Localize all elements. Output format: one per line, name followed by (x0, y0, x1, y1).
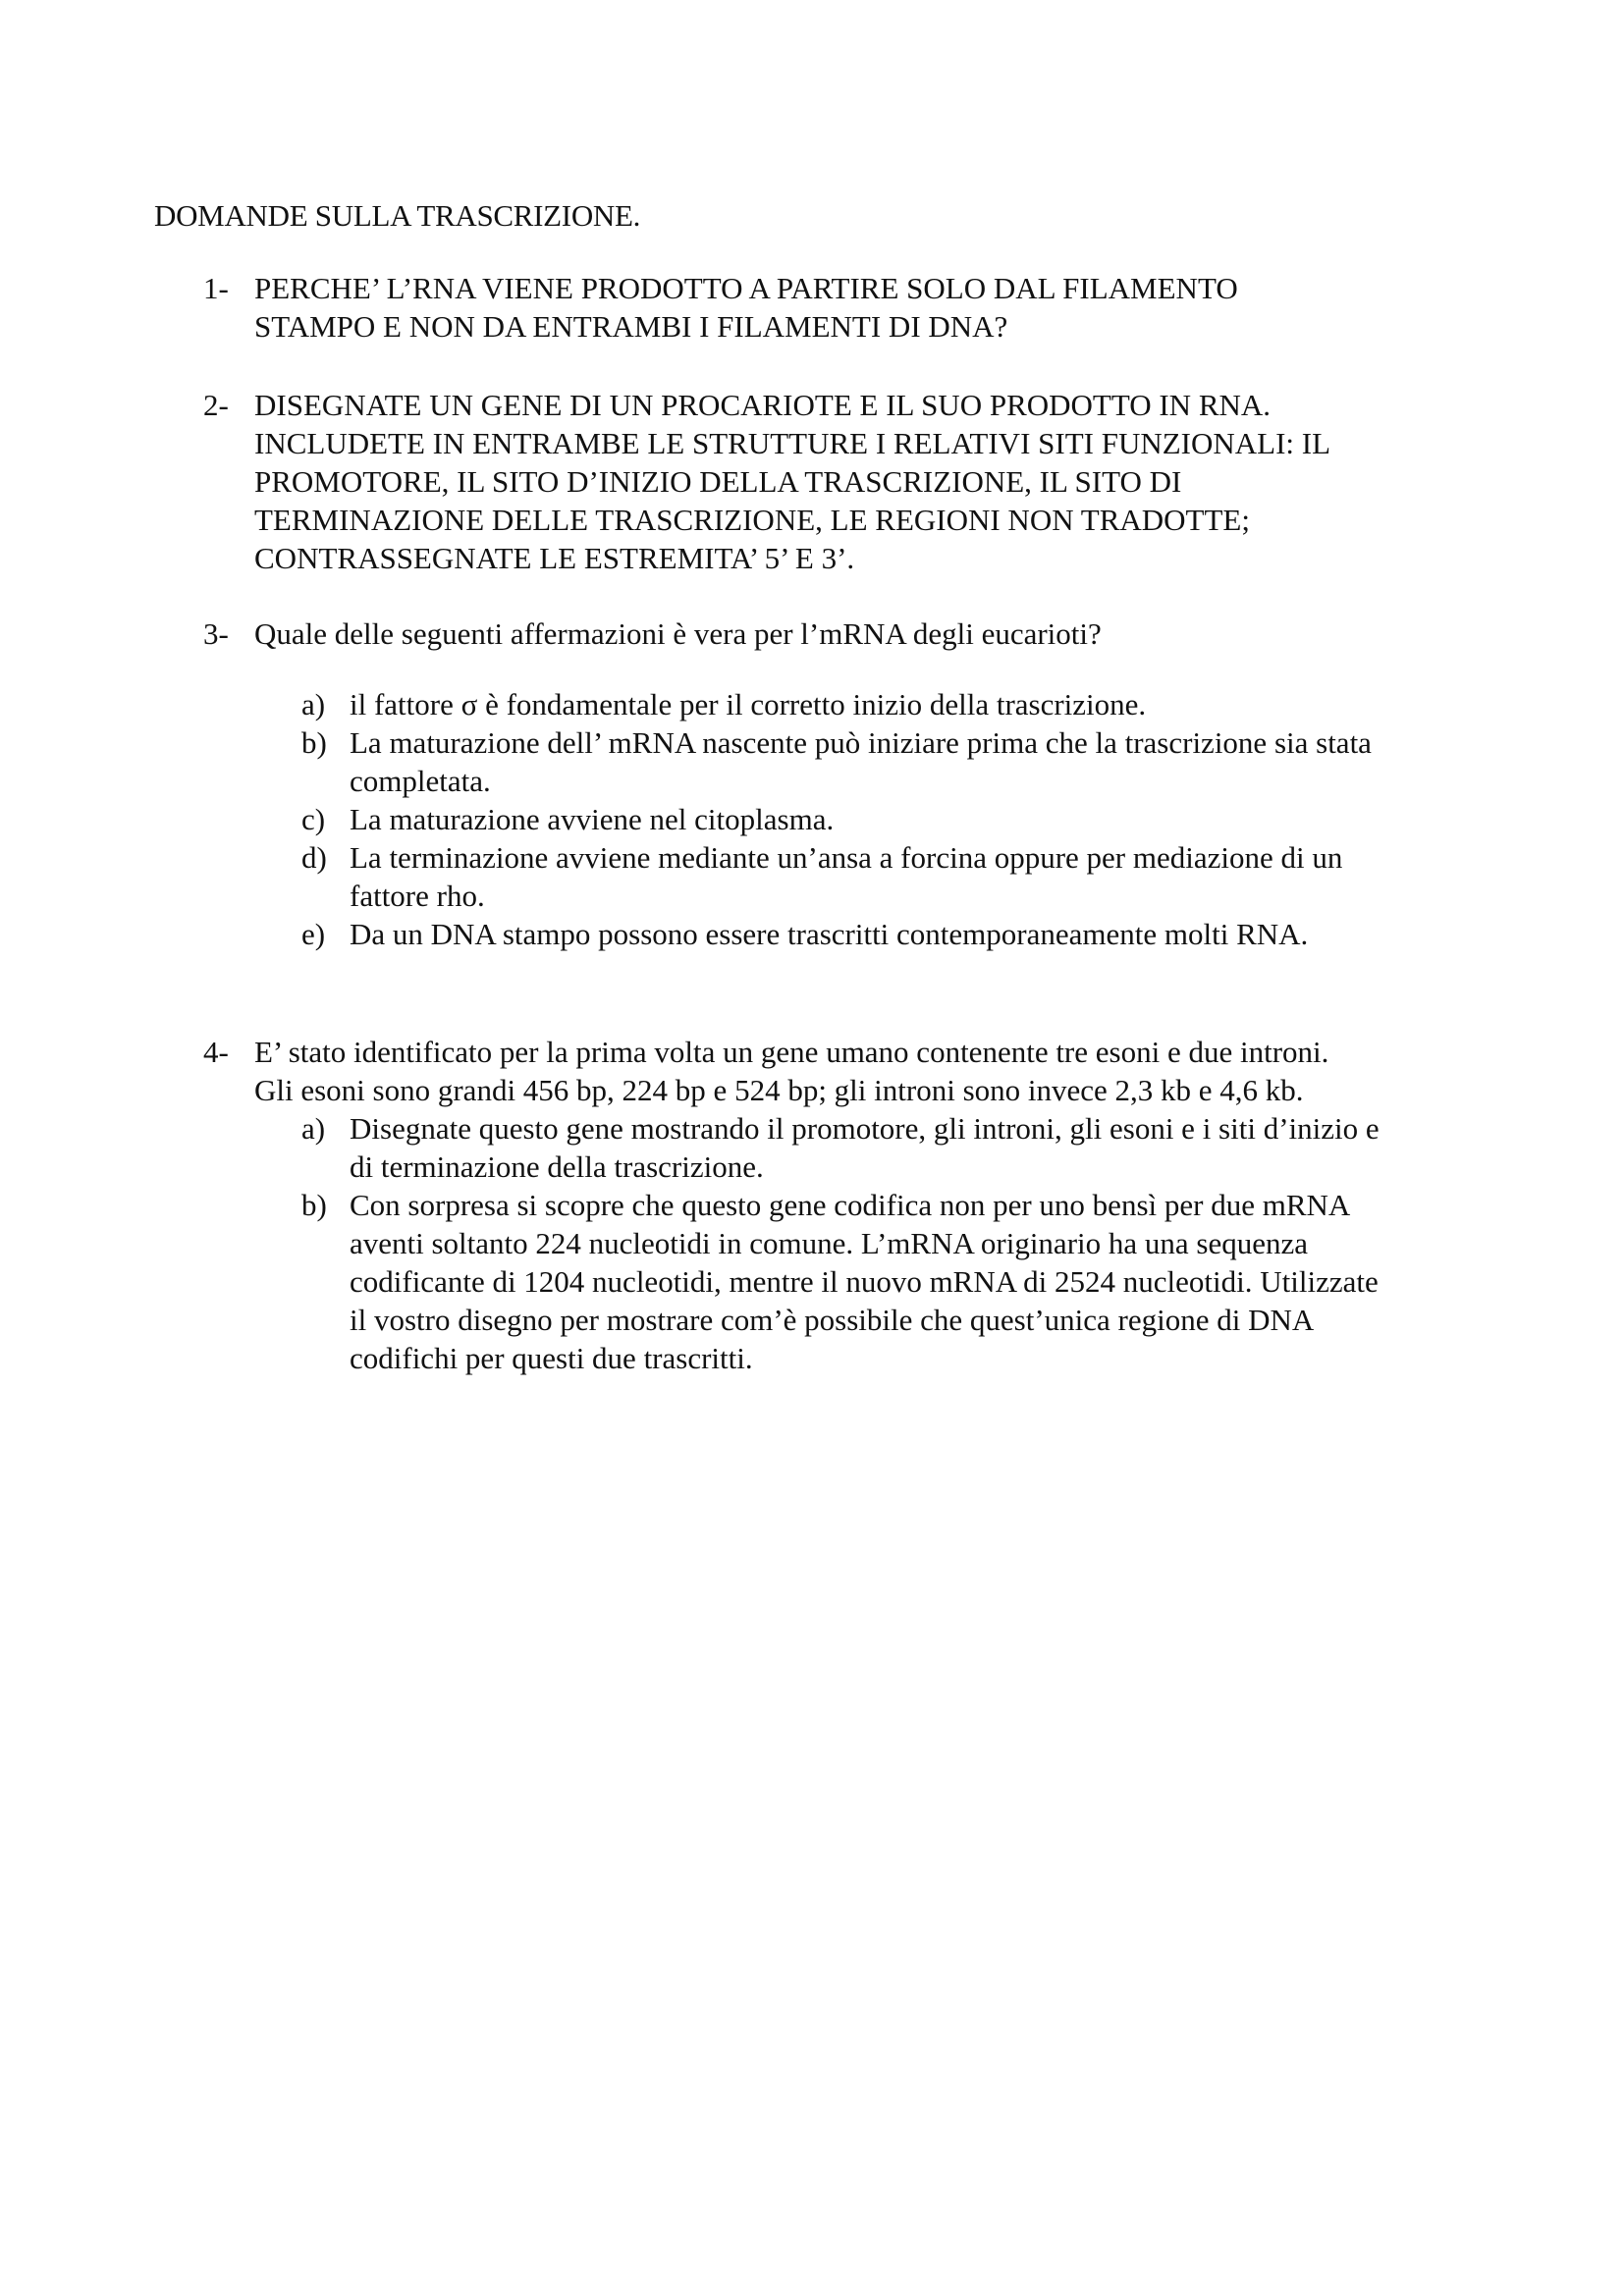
question-text: E’ stato identificato per la prima volta un gene umano contenente tre esoni e due introni. Gli esoni sono grandi 456 bp, 224 bp e 524 bp; gli introni sono invece 2,3 kb e 4,6 kb. (254, 1035, 1329, 1107)
question-number: 2- (203, 388, 229, 422)
option-list (301, 685, 1509, 953)
option-c: c) La maturazione avviene nel citoplasma. (301, 802, 835, 836)
option-b: b) La maturazione dell’ mRNA nascente può iniziare prima che la trascrizione sia stata completata. (301, 725, 1372, 798)
option-d: d) La terminazione avviene mediante un’ansa a forcina oppure per mediazione di un fattore rho. (301, 840, 1343, 913)
option-a: a) il fattore σ è fondamentale per il corretto inizio della trascrizione. (301, 687, 1147, 721)
option-a: a) Disegnate questo gene mostrando il promotore, gli introni, gli esoni e i siti d’inizio e di terminazione della trascrizione. (301, 1111, 1380, 1184)
option-b: b) Con sorpresa si scopre che questo gene codifica non per uno bensì per due mRNA aventi soltanto 224 nucleotidi in comune. L’mRNA originario ha una sequenza codificante di 1204 nucleotidi, mentre il nuovo mRNA di 2524 nucleotidi. Utilizzate il vostro disegno per mostrare com’è possibile che quest’unica regione di DNA codifichi per questi due trascritti. (301, 1188, 1379, 1375)
question-number: 1- (203, 271, 229, 305)
question-text: DISEGNATE UN GENE DI UN PROCARIOTE E IL SUO PRODOTTO IN RNA. INCLUDETE IN ENTRAMBE LE STRUTTURE I RELATIVI SITI FUNZIONALI: IL PROMOTORE, IL SITO D’INIZIO DELLA TRASCRIZIONE, IL SITO DI TERMINAZIONE DELLE TRASCRIZIONE, LE REGIONI NON TRADOTTE; CONTRASSEGNATE LE ESTREMITA’ 5’ E 3’. (254, 388, 1331, 575)
question-number: 4- (203, 1035, 229, 1069)
option-list (301, 1109, 1509, 1377)
question-1 (203, 269, 1509, 346)
question-2 (203, 386, 1509, 577)
option-e: e) Da un DNA stampo possono essere trascritti contemporaneamente molti RNA. (301, 917, 1309, 951)
question-3 (203, 614, 1509, 953)
question-4 (203, 1033, 1509, 1377)
page-title: DOMANDE SULLA TRASCRIZIONE. (154, 198, 641, 233)
question-text: PERCHE’ L’RNA VIENE PRODOTTO A PARTIRE SOLO DAL FILAMENTO STAMPO E NON DA ENTRAMBI I FILAMENTI DI DNA? (254, 271, 1238, 344)
question-text: Quale delle seguenti affermazioni è vera per l’mRNA degli eucarioti? (254, 616, 1102, 651)
question-number: 3- (203, 616, 229, 651)
